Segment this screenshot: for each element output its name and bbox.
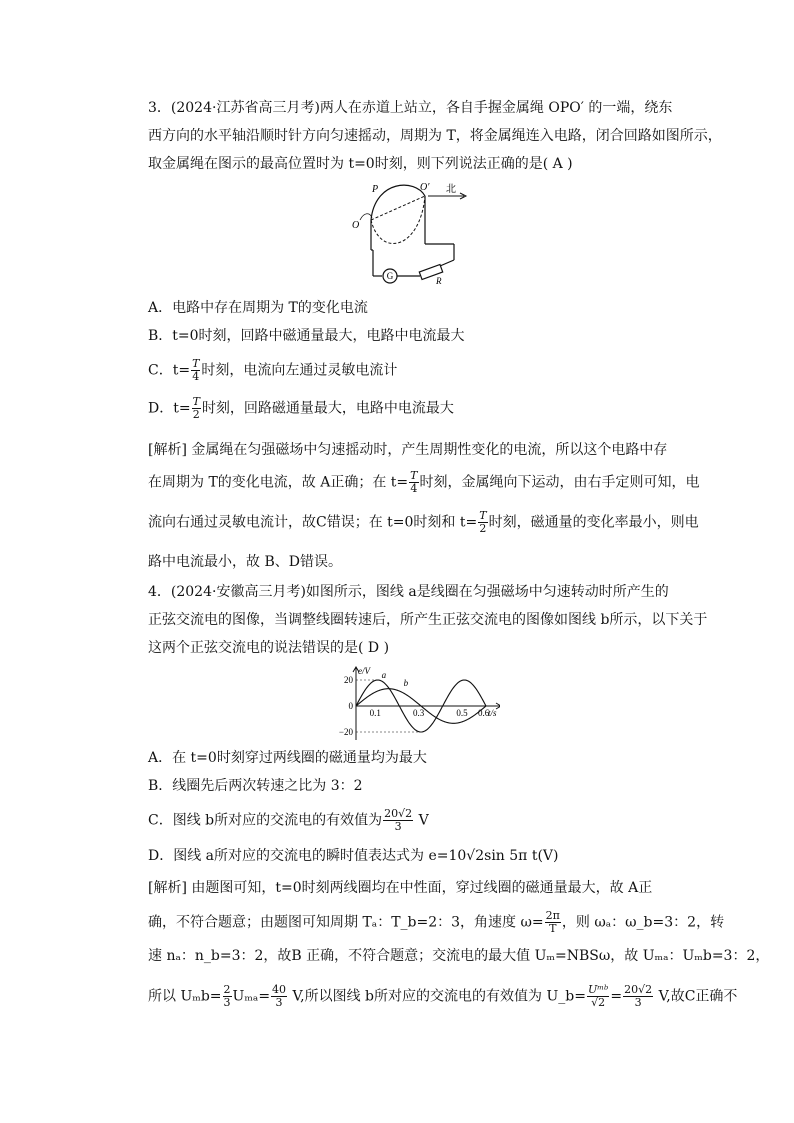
rope-solid-curve: [371, 185, 425, 220]
x-tick-label: 0.6: [478, 708, 490, 718]
q3-option-d: D．t= $\frac{T}{2}$ 时刻，回路磁通量最大，电路中电流最大: [148, 395, 454, 421]
rope-dashed-curve: [371, 196, 425, 244]
series-a-label: a: [381, 670, 387, 680]
q4-analysis-line-1: [解析] 由题图可知，t=0时刻两线圈均在中性面，穿过线圈的磁通量最大，故 A正: [148, 880, 653, 896]
svg-text:G: G: [386, 271, 394, 281]
q3-circuit-figure: [350, 180, 480, 285]
q3-option-c: C．t= $\frac{T}{4}$ 时刻，电流向左通过灵敏电流计: [148, 357, 398, 383]
q4-line-1: 4．(2024·安徽高三月考)如图所示，图线 a是线圈在匀强磁场中匀速转动时所产生的: [148, 584, 669, 600]
label-north: 北: [446, 184, 456, 195]
label-p: P: [372, 184, 379, 195]
fraction: $\frac{T}{2}$: [192, 395, 200, 421]
rotation-axis: [371, 196, 425, 220]
q4-option-b: B．线圈先后两次转速之比为 3：2: [148, 778, 363, 794]
q4-analysis-line-2: 确，不符合题意；由题图可知周期 Tₐ：T_b=2：3，角速度 ω= $\frac{2\pi}{T}$ ，则 ωₐ：ω_b=3：2，转: [148, 909, 725, 935]
q4-option-a: A．在 t=0时刻穿过两线圈的磁通量均为最大: [148, 750, 427, 766]
q3-line-1: 3．(2024·江苏省高三月考)两人在赤道上站立，各自手握金属绳 OPO′ 的一端，绕东: [148, 100, 673, 116]
q3-line-3: 取金属绳在图示的最高位置时为 t=0时刻，则下列说法正确的是( A ): [148, 156, 573, 172]
q4-option-d: D．图线 a所对应的交流电的瞬时值表达式为 e=10√2sin 5π t(V): [148, 848, 559, 864]
label-o-prime: O′: [420, 182, 430, 193]
fraction: $\frac{40}{3}$: [272, 983, 287, 1009]
fraction: $\frac{2\pi}{T}$: [545, 909, 560, 935]
chart-axes: [339, 666, 500, 740]
y-axis-label: e/V: [358, 666, 370, 676]
label-r: R: [436, 276, 442, 285]
q3-analysis-line-1: [解析] 金属绳在匀强磁场中匀速摇动时，产生周期性变化的电流，所以这个电路中存: [148, 442, 668, 458]
q4-line-2: 正弦交流电的图像，当调整线圈转速后，所产生正弦交流电的图像如图线 b所示，以下关于: [148, 612, 708, 628]
q3-option-b: B．t=0时刻，回路中磁通量最大，电路中电流最大: [148, 328, 465, 344]
fraction: $\frac{T}{4}$: [192, 357, 200, 383]
x-tick-label: 0.5: [456, 708, 468, 718]
fraction: $\frac{2}{3}$: [223, 983, 231, 1009]
q4-analysis-line-4: 所以 Uₘb= $\frac{2}{3}$ Uₘₐ= $\frac{40}{3}$ V,所以图线 b所对应的交流电的有效值为 U_b= $\frac{\text{Uᵐᵇ}}{√2}$ = $\frac{20√2}{3}$ V,故C正确不: [148, 983, 738, 1009]
q3-analysis-line-4: 路中电流最小，故 B、D错误。: [148, 554, 342, 570]
fraction: $\frac{T}{4}$: [410, 469, 418, 495]
y-tick-label: 20: [344, 675, 353, 685]
series-b-label: b: [403, 677, 409, 688]
q3-line-2: 西方向的水平轴沿顺时针方向匀速摇动，周期为 T，将金属绳连入电路，闭合回路如图所示，: [148, 128, 722, 144]
q4-waveform-chart: [330, 664, 500, 740]
y-tick-label: −20: [338, 727, 353, 737]
fraction: $\frac{T}{2}$: [479, 509, 487, 535]
x-axis-label: t/s: [488, 708, 497, 718]
fraction: $\frac{\text{Uᵐᵇ}}{√2}$: [587, 983, 609, 1009]
x-tick-label: 0.1: [369, 708, 381, 718]
x-tick-label: 0.3: [413, 708, 425, 718]
fraction: $\frac{20√2}{3}$: [624, 983, 653, 1009]
label-o: O: [352, 220, 360, 231]
q3-analysis-line-3: 流向右通过灵敏电流计，故C错误；在 t=0时刻和 t= $\frac{T}{2}$ 时刻，磁通量的变化率最小，则电: [148, 509, 699, 535]
y-tick-label: 0: [348, 701, 353, 711]
q4-analysis-line-3: 速 nₐ：n_b=3：2，故B 正确，不符合题意；交流电的最大值 Uₘ=NBSω，故 Uₘₐ：Uₘb=3：2，: [148, 948, 770, 964]
q3-analysis-line-2: 在周期为 T的变化电流，故 A正确；在 t= $\frac{T}{4}$ 时刻，金属绳向下运动，由右手定则可知，电: [148, 469, 700, 495]
q4-option-c: C．图线 b所对应的交流电的有效值为 $\frac{20√2}{3}$ V: [148, 807, 429, 833]
q4-line-3: 这两个正弦交流电的说法错误的是( D ): [148, 640, 390, 656]
fraction: $\frac{20√2}{3}$: [384, 807, 413, 833]
q3-option-a: A．电路中存在周期为 T的变化电流: [148, 300, 368, 316]
